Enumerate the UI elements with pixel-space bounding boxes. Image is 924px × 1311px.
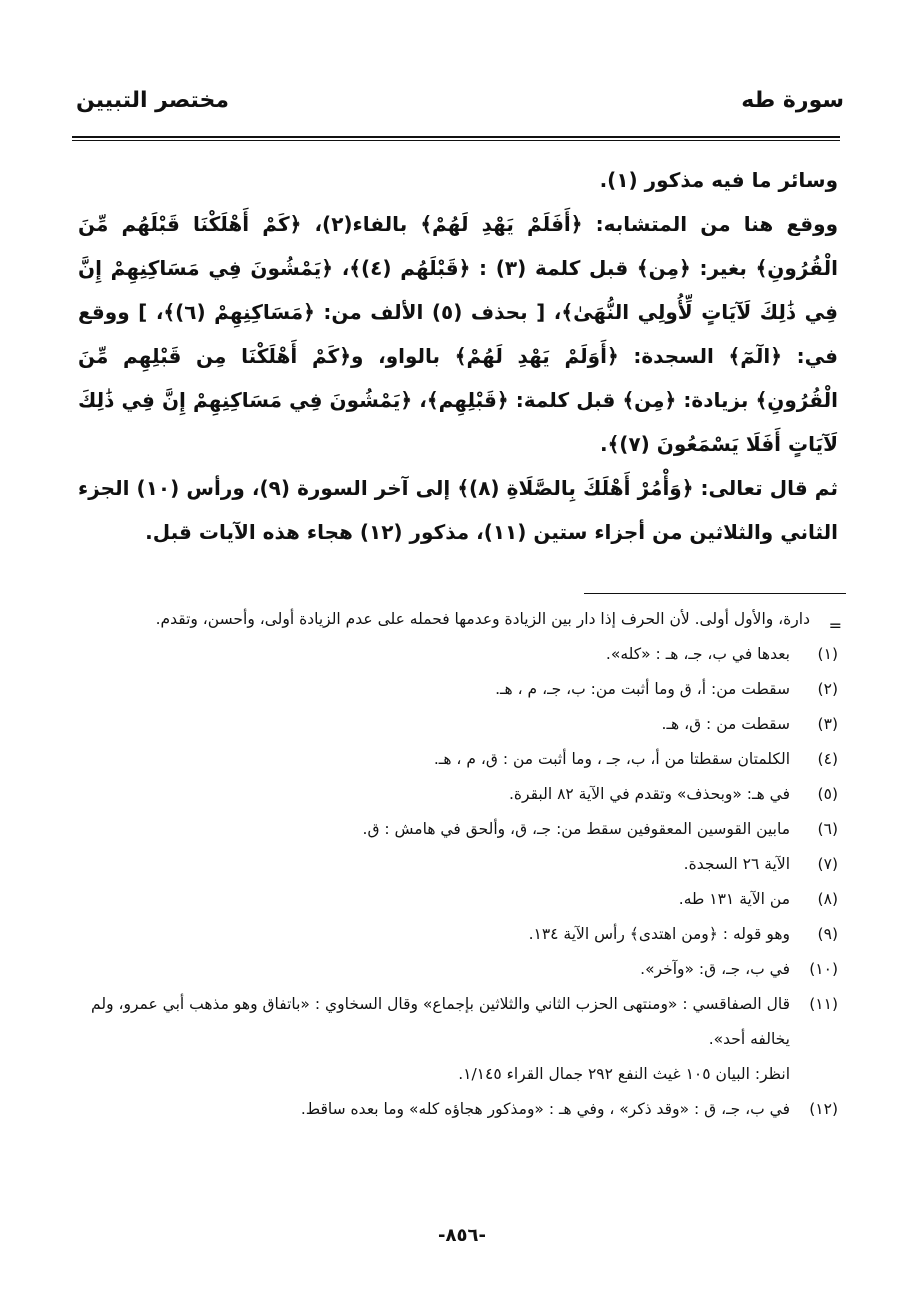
footnote-text: في ب، جـ، ق: «وآخر». bbox=[640, 960, 790, 978]
page-number: -٨٥٦- bbox=[438, 1225, 486, 1246]
continuation-mark: = bbox=[828, 616, 842, 635]
footnote-number: (٧) bbox=[817, 855, 838, 873]
footnote-text: بعدها في ب، جـ، هـ : «كله». bbox=[605, 645, 790, 663]
footnote-11-reference bbox=[78, 1057, 838, 1092]
footnotes bbox=[78, 602, 842, 1127]
footnote-number: (٩) bbox=[817, 925, 838, 943]
footnote-number: (١٢) bbox=[809, 1100, 838, 1118]
footnote-text: الكلمتان سقطتا من أ، ب، جـ ، وما أثبت من : ق، م ، هـ. bbox=[433, 750, 790, 768]
footnote-text: مابين القوسين المعقوفين سقط من: جـ، ق، وألحق في هامش : ق. bbox=[362, 820, 790, 838]
footnote-number: (٦) bbox=[817, 820, 838, 838]
footnote-number: (١٠) bbox=[809, 960, 838, 978]
footnote-text: سقطت من: أ، ق وما أثبت من: ب، جـ، م ، هـ. bbox=[495, 680, 790, 698]
footnote-6 bbox=[78, 812, 838, 847]
footnote-7 bbox=[78, 847, 838, 882]
footnote-1 bbox=[78, 637, 838, 672]
footnote-9 bbox=[78, 917, 838, 952]
footnote-11 bbox=[78, 987, 838, 1057]
footnote-number: (٨) bbox=[817, 890, 838, 908]
footnote-number bbox=[790, 1057, 838, 1092]
footnote-number: (٢) bbox=[817, 680, 838, 698]
footnote-number: (١) bbox=[817, 645, 838, 663]
main-text bbox=[78, 158, 838, 554]
footnote-separator bbox=[584, 593, 846, 594]
footnote-text: الآية ٢٦ السجدة. bbox=[683, 855, 790, 873]
footnote-text: وهو قوله : ﴿ومن اهتدى﴾ رأس الآية ١٣٤. bbox=[528, 925, 790, 943]
footnote-4 bbox=[78, 742, 838, 777]
continuation-text: دارة، والأول أولى. لأن الحرف إذا دار بين الزيادة وعدمها فحمله على عدم الزيادة أولى، وأحسن، وتقدم. bbox=[155, 610, 810, 628]
main-paragraph: وسائر ما فيه مذكور (١). bbox=[599, 168, 838, 192]
footnote-continuation bbox=[78, 602, 842, 637]
footnote-number: (١١) bbox=[809, 995, 838, 1013]
book-title: مختصر التبيين bbox=[76, 88, 230, 113]
footnote-number: (٥) bbox=[817, 785, 838, 803]
footnote-text: سقطت من : ق، هـ. bbox=[661, 715, 790, 733]
footnote-number: (٤) bbox=[817, 750, 838, 768]
footnote-3 bbox=[78, 707, 838, 742]
main-paragraph: ووقع هنا من المتشابه: ﴿أَفَلَمْ يَهْدِ لَهُمْ﴾ بالفاء(٢)، ﴿كَمْ أَهْلَكْنَا قَبْلَهُم مِّنَ الْقُرُونِ﴾ بغير: ﴿مِن﴾ قبل كلمة (٣) : ﴿قَبْلَهُم (٤)﴾، ﴿يَمْشُونَ فِي مَسَاكِنِهِمْ إِنَّ فِي ذَٰلِكَ لَآيَاتٍ لِّأُولِي النُّهَىٰ﴾، [ بحذف (٥) الألف من: ﴿مَسَاكِنِهِمْ (٦)﴾، ] ووقع في: ﴿الٓمٓ﴾ السجدة: ﴿أَوَلَمْ يَهْدِ لَهُمْ﴾ بالواو، و﴿كَمْ أَهْلَكْنَا مِن قَبْلِهِم مِّنَ الْقُرُونِ﴾ بزيادة: ﴿مِن﴾ قبل كلمة: ﴿قَبْلِهِم﴾، ﴿يَمْشُونَ فِي مَسَاكِنِهِمْ إِنَّ فِي ذَٰلِكَ لَآيَاتٍ أَفَلَا يَسْمَعُونَ (٧)﴾. bbox=[78, 212, 839, 456]
footnote-text: في ب، جـ، ق : «وقد ذكر» ، وفي هـ : «ومذكور هجاؤه كله» وما بعده ساقط. bbox=[300, 1100, 790, 1118]
main-paragraph: ثم قال تعالى: ﴿وَأْمُرْ أَهْلَكَ بِالصَّلَاةِ (٨)﴾ إلى آخر السورة (٩)، ورأس (١٠) الجزء الثاني والثلاثين من أجزاء ستين (١١)، مذكور (١٢) هجاء هذه الآيات قبل. bbox=[78, 476, 838, 544]
footnote-text: في هـ: «وبحذف» وتقدم في الآية ٨٢ البقرة. bbox=[508, 785, 790, 803]
footnote-text: انظر: البيان ١٠٥ غيث النفع ٢٩٢ جمال القراء ١/١٤٥. bbox=[458, 1065, 790, 1083]
footnote-2 bbox=[78, 672, 838, 707]
footnote-12 bbox=[78, 1092, 838, 1127]
footnote-text: من الآية ١٣١ طه. bbox=[678, 890, 790, 908]
surah-title: سورة طه bbox=[741, 88, 844, 113]
footnote-5 bbox=[78, 777, 838, 812]
footnote-text: قال الصفاقسي : «ومنتهى الحزب الثاني والثلاثين بإجماع» وقال السخاوي : «باتفاق وهو مذهب أبي عمرو، ولم يخالفه أحد». bbox=[91, 995, 790, 1048]
footnote-10 bbox=[78, 952, 838, 987]
footnote-number: (٣) bbox=[817, 715, 838, 733]
footnote-8 bbox=[78, 882, 838, 917]
header-divider bbox=[72, 136, 840, 138]
header-divider-thin bbox=[72, 140, 840, 141]
